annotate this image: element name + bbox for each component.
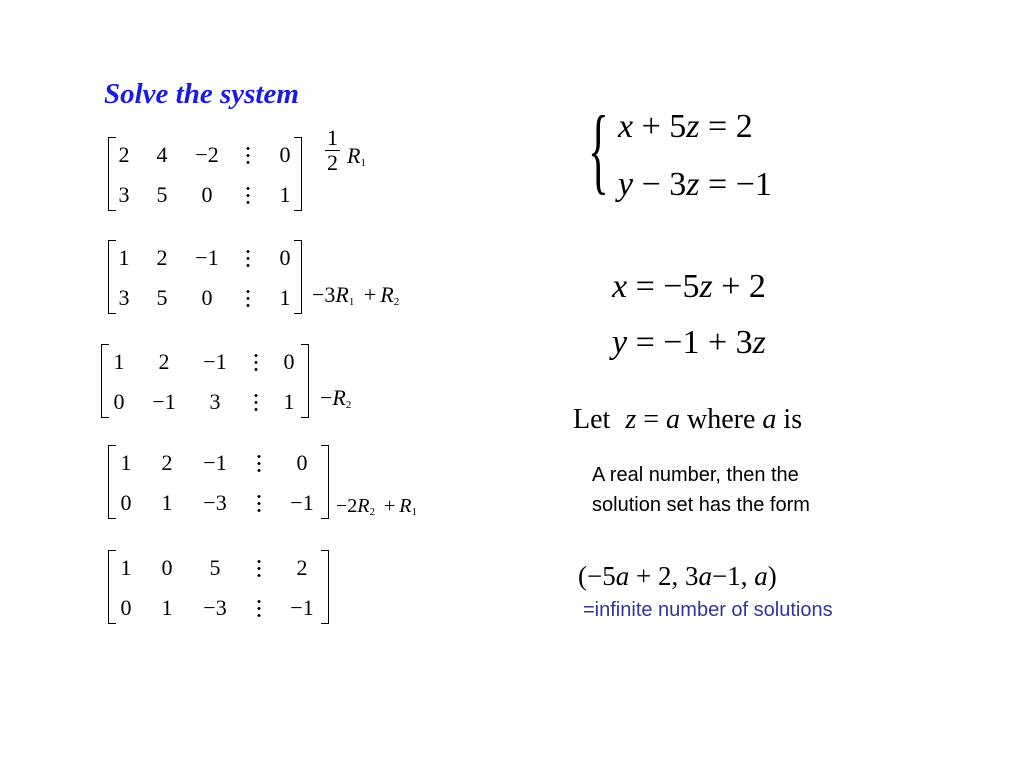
matrix-cell: −1 (195, 245, 219, 270)
is-word: is (783, 404, 803, 435)
row-operation-1 (347, 143, 366, 169)
row-op-fraction (325, 126, 340, 175)
matrix-cell: 3 (209, 389, 221, 414)
matrix-cell: 2 (118, 142, 130, 167)
augmented-matrix-5 (108, 550, 329, 624)
variable: z (686, 108, 700, 145)
parameter: a (762, 404, 777, 435)
row-index: 1 (411, 506, 417, 518)
matrix-row (108, 449, 329, 477)
term: −1, (711, 561, 748, 591)
matrix-cell: 0 (113, 389, 125, 414)
system-equation-1 (618, 108, 753, 146)
solved-equation-y (612, 324, 766, 362)
row-operation-2 (312, 282, 399, 308)
row-symbol: R (380, 282, 394, 307)
matrix-cell: 2 (158, 349, 170, 374)
operator: + (721, 268, 741, 305)
matrix-row (108, 594, 329, 622)
coefficient: − (320, 385, 333, 410)
term: −5 (587, 561, 616, 591)
paren-open: ( (578, 561, 587, 591)
row-index: 2 (393, 296, 400, 308)
constant: −1 (663, 324, 700, 361)
variable: y (618, 166, 634, 203)
variable: x (618, 108, 634, 145)
augmented-matrix-3 (101, 344, 309, 418)
variable: z (625, 404, 637, 435)
matrix-cell: 1 (283, 389, 295, 414)
matrix-cell: 0 (279, 245, 291, 270)
equals-sign: = (708, 108, 728, 145)
augmented-matrix-2 (108, 240, 302, 314)
let-word: Let (573, 404, 611, 435)
augment-separator (258, 598, 261, 618)
matrix-cell: 0 (296, 450, 308, 475)
augment-separator (255, 392, 258, 412)
equals-sign: = (708, 166, 728, 203)
matrix-cell: 3 (118, 285, 130, 310)
row-index: 2 (345, 399, 352, 411)
where-word: where (687, 404, 756, 435)
row-symbol: R (347, 143, 361, 168)
matrix-cell: 0 (161, 555, 173, 580)
augment-separator (247, 288, 250, 308)
parameter: a (698, 561, 712, 591)
variable: z (699, 268, 713, 305)
coefficient: −3 (312, 282, 336, 307)
augmented-matrix-4 (108, 445, 329, 519)
matrix-cell: 5 (156, 285, 168, 310)
matrix-cell: 0 (201, 182, 213, 207)
slide-title: Solve the system (104, 78, 299, 110)
matrix-cell: −1 (203, 450, 227, 475)
matrix-cell: −1 (203, 349, 227, 374)
row-symbol: R (357, 495, 370, 517)
matrix-cell: 1 (118, 245, 130, 270)
solution-description: A real number, then the solution set has the form (592, 464, 810, 516)
row-symbol: R (399, 495, 412, 517)
matrix-cell: −3 (203, 490, 227, 515)
term: + 2, 3 (635, 561, 699, 591)
matrix-cell: 1 (120, 555, 132, 580)
augment-separator (258, 558, 261, 578)
fraction-numerator: 1 (327, 125, 338, 150)
parameter: a (666, 404, 681, 435)
parameter: a (754, 561, 768, 591)
coefficient: 3 (669, 166, 687, 203)
augment-separator (247, 185, 250, 205)
matrix-cell: 0 (120, 490, 132, 515)
matrix-cell: −1 (290, 490, 314, 515)
left-brace: { (588, 96, 609, 203)
matrix-cell: 0 (201, 285, 213, 310)
infinite-solutions-note: =infinite number of solutions (583, 599, 833, 621)
row-index: 1 (360, 157, 366, 169)
matrix-cell: −3 (203, 595, 227, 620)
coefficient: 5 (669, 108, 687, 145)
plus-sign: + (363, 282, 377, 307)
row-operation-3 (320, 385, 351, 411)
operator: − (641, 166, 661, 203)
row-operation-4 (336, 495, 417, 518)
equals-sign: = (643, 404, 660, 435)
solved-equation-x (612, 268, 766, 306)
rhs-value: 2 (735, 108, 753, 145)
matrix-row (108, 141, 302, 169)
matrix-cell: −1 (290, 595, 314, 620)
matrix-cell: 1 (279, 182, 291, 207)
variable: z (686, 166, 700, 203)
matrix-cell: 0 (283, 349, 295, 374)
matrix-row (108, 554, 329, 582)
matrix-cell: 1 (279, 285, 291, 310)
matrix-cell: 4 (156, 142, 168, 167)
parameter: a (615, 561, 630, 591)
matrix-cell: 1 (120, 450, 132, 475)
matrix-cell: 5 (156, 182, 168, 207)
matrix-cell: −1 (152, 389, 176, 414)
constant: 2 (748, 268, 766, 305)
matrix-cell: 2 (156, 245, 168, 270)
matrix-row (108, 244, 302, 272)
coefficient: −5 (663, 268, 700, 305)
matrix-cell: 0 (279, 142, 291, 167)
fraction-denominator: 2 (327, 150, 338, 175)
augment-separator (258, 493, 261, 513)
parameter-statement (573, 404, 802, 436)
augment-separator (255, 352, 258, 372)
paren-close: ) (767, 561, 777, 591)
matrix-cell: 0 (120, 595, 132, 620)
variable: x (612, 268, 628, 305)
operator: + (707, 324, 728, 361)
row-symbol: R (332, 385, 346, 410)
equals-sign: = (635, 268, 655, 305)
augment-separator (258, 453, 261, 473)
matrix-cell: 3 (118, 182, 130, 207)
operator: + (641, 108, 661, 145)
rhs-value: −1 (735, 166, 772, 203)
matrix-cell: 2 (161, 450, 173, 475)
augmented-matrix-1 (108, 137, 302, 211)
matrix-cell: 1 (161, 595, 173, 620)
augment-separator (247, 248, 250, 268)
matrix-row (101, 348, 309, 376)
matrix-row (108, 284, 302, 312)
equals-sign: = (635, 324, 655, 361)
matrix-row (101, 388, 309, 416)
coefficient: −2 (336, 495, 358, 517)
matrix-row (108, 489, 329, 517)
matrix-row (108, 181, 302, 209)
row-index: 2 (369, 506, 375, 518)
row-index: 1 (348, 296, 355, 308)
coefficient: 3 (735, 324, 753, 361)
matrix-cell: 2 (296, 555, 308, 580)
variable: z (752, 324, 766, 361)
matrix-cell: 5 (209, 555, 221, 580)
system-equation-2 (618, 166, 772, 204)
augment-separator (247, 145, 250, 165)
matrix-cell: −2 (195, 142, 219, 167)
matrix-cell: 1 (113, 349, 125, 374)
solution-set (578, 561, 777, 592)
plus-sign: + (384, 495, 396, 517)
variable: y (612, 324, 628, 361)
matrix-cell: 1 (161, 490, 173, 515)
row-symbol: R (335, 282, 349, 307)
